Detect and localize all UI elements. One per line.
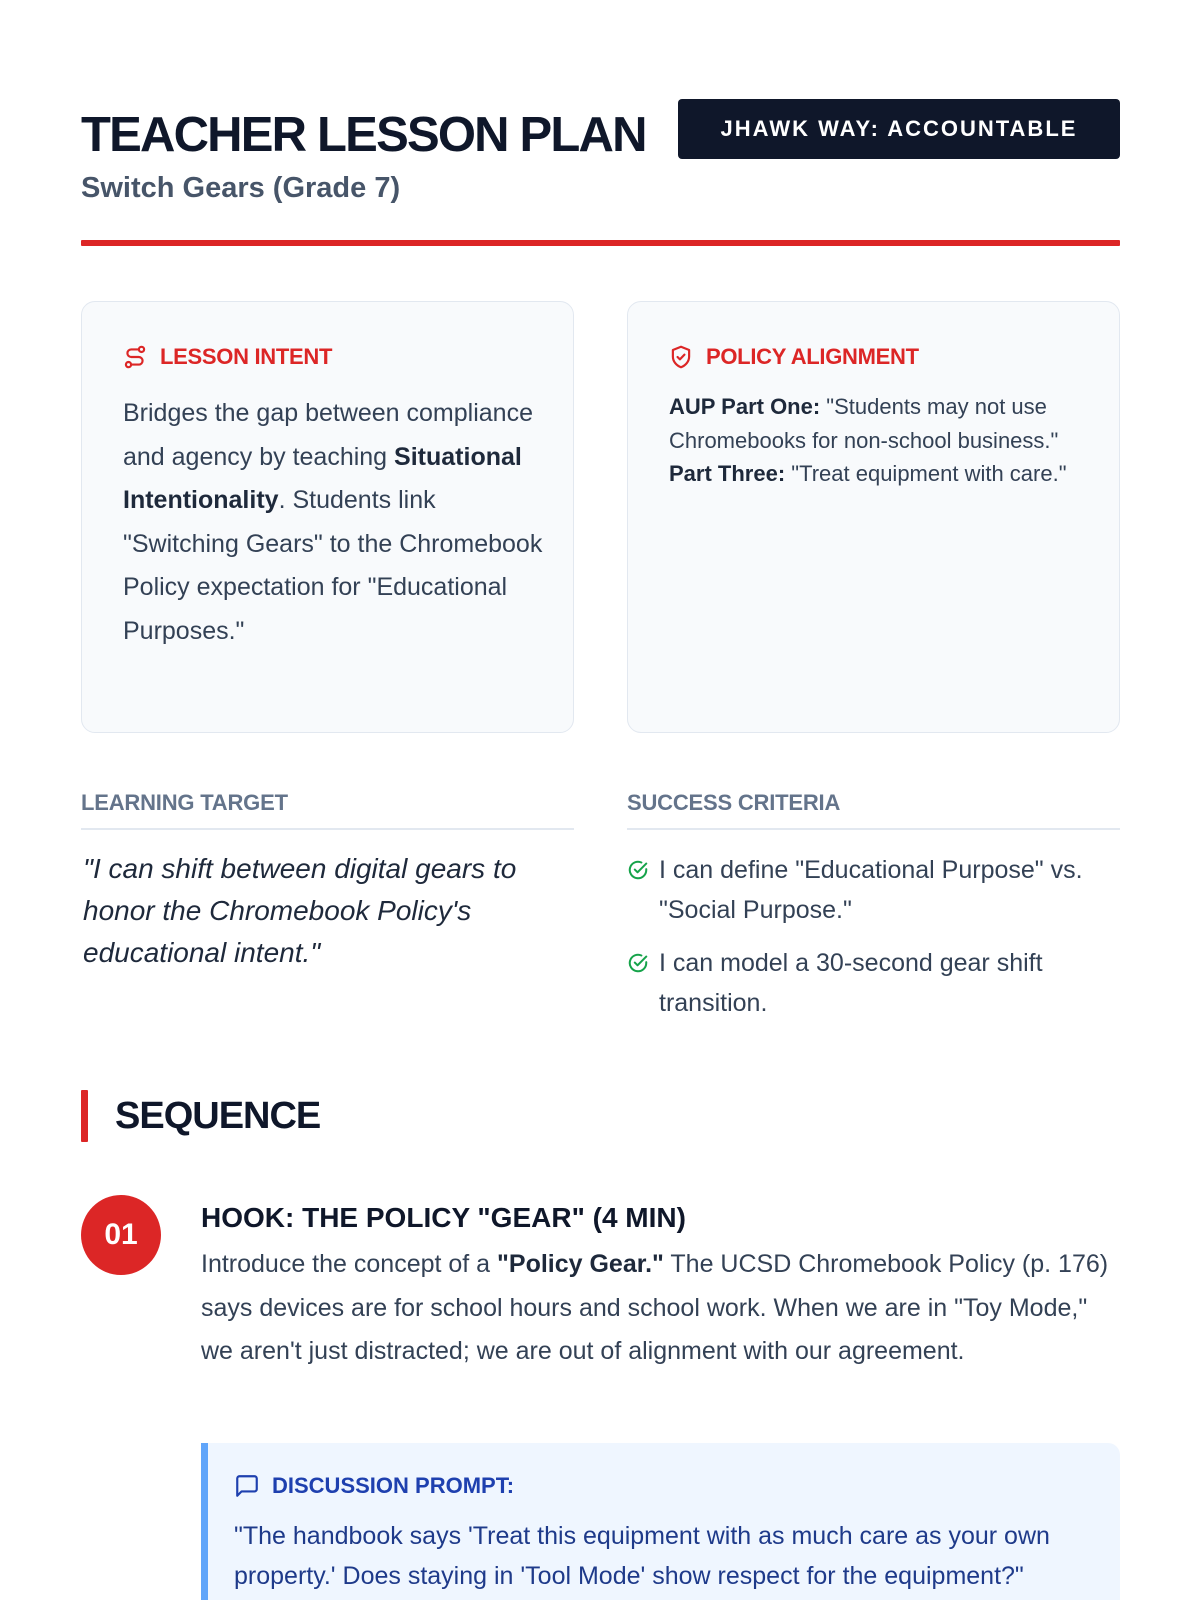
learning-target-quote: "I can shift between digital gears to honor the Chromebook Policy's educational intent." xyxy=(83,853,517,968)
policy-alignment-heading: POLICY ALIGNMENT xyxy=(706,344,919,369)
lesson-plan-page xyxy=(81,0,1120,1600)
policy-alignment-text xyxy=(669,390,1089,491)
list-item xyxy=(627,850,1120,930)
success-criteria-heading: SUCCESS CRITERIA xyxy=(627,790,841,815)
step-body-end: The UCSD Chromebook Policy (p. 176) says devices are for school hours and school work. When we are in "Toy Mode," we aren't just distracted; we are out of alignment with our agreement. xyxy=(201,1250,1109,1365)
success-criteria-list xyxy=(627,850,1120,1023)
step-body xyxy=(201,1243,1126,1374)
lesson-intent-heading: LESSON INTENT xyxy=(160,344,333,369)
discussion-prompt-box xyxy=(201,1443,1120,1600)
list-item xyxy=(627,943,1120,1023)
discussion-prompt-header xyxy=(234,1473,514,1499)
header xyxy=(81,100,1120,250)
lesson-intent-header xyxy=(122,344,332,370)
lesson-intent-card xyxy=(81,301,574,733)
policy-alignment-card xyxy=(627,301,1120,733)
aup-part-one-text: "Students may not use Chromebooks for non-school business." xyxy=(669,394,1059,453)
discussion-prompt-label: DISCUSSION PROMPT: xyxy=(272,1473,515,1498)
sequence-header xyxy=(81,1090,320,1142)
success-criteria-item: I can define "Educational Purpose" vs. "Social Purpose." xyxy=(659,856,1083,924)
aup-part-one-label: AUP Part One: xyxy=(669,394,821,419)
jhawk-way-badge: JHAWK WAY: ACCOUNTABLE xyxy=(678,99,1120,159)
message-square-icon xyxy=(234,1473,260,1499)
lesson-intent-text-end: . Students link "Switching Gears" to the Chromebook Policy expectation for "Educational Purposes." xyxy=(123,486,543,645)
header-divider xyxy=(81,240,1120,246)
step-body-start: Introduce the concept of a xyxy=(201,1250,498,1278)
title-row xyxy=(81,107,646,163)
lesson-intent-text-start: Bridges the gap between compliance and agency by teaching xyxy=(123,399,533,471)
step-title: HOOK: THE POLICY "GEAR" (4 MIN) xyxy=(201,1202,686,1233)
check-circle-icon xyxy=(627,952,649,974)
discussion-prompt-text: "The handbook says 'Treat this equipment with as much care as your own property.' Does staying in 'Tool Mode' show respect for the equipment?" xyxy=(234,1522,1050,1590)
success-criteria-item: I can model a 30-second gear shift transition. xyxy=(659,949,1043,1017)
lesson-intent-text xyxy=(123,392,543,653)
success-criteria-divider xyxy=(627,828,1120,830)
check-circle-icon xyxy=(627,859,649,881)
sequence-accent-bar xyxy=(81,1090,88,1142)
step-body-key-term: "Policy Gear." xyxy=(497,1250,664,1278)
shield-check-icon xyxy=(668,344,694,370)
route-icon xyxy=(122,344,148,370)
page-title: TEACHER LESSON PLAN xyxy=(81,108,646,162)
lesson-intent-key-term: Situational Intentionality xyxy=(123,442,522,514)
page-subtitle: Switch Gears (Grade 7) xyxy=(81,172,401,204)
step-number-badge: 01 xyxy=(81,1195,161,1275)
aup-part-three-text: "Treat equipment with care." xyxy=(785,461,1067,486)
learning-target-divider xyxy=(81,828,574,830)
policy-alignment-header xyxy=(668,344,919,370)
learning-target-heading: LEARNING TARGET xyxy=(81,790,288,815)
sequence-heading: SEQUENCE xyxy=(115,1095,321,1137)
aup-part-three-label: Part Three: xyxy=(669,461,786,486)
